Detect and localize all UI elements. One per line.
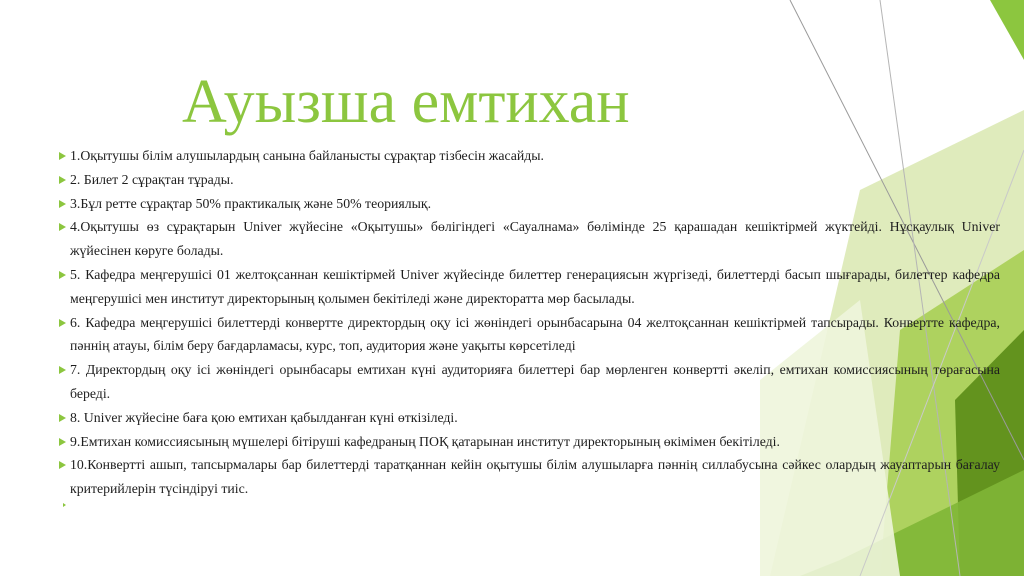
- triangle-bullet-icon: [59, 152, 66, 160]
- list-item-text: 5. Кафедра меңгерушісі 01 желтоқсаннан кешіктірмей Univer жүйесінде билеттер генерациясын жүргізеді, билеттерді басып шығарады, билеттер кафедра меңгерушісі мен институт директорының қолымен бекітіледі және директоратта мөр басылады.: [70, 266, 1000, 306]
- triangle-bullet-icon: [59, 319, 66, 327]
- list-item: [56, 192, 1000, 216]
- triangle-bullet-icon: [59, 366, 66, 374]
- triangle-bullet-icon: [59, 271, 66, 279]
- triangle-bullet-icon: [59, 414, 66, 422]
- triangle-bullet-icon: [59, 438, 66, 446]
- triangle-bullet-icon: [59, 223, 66, 231]
- list-item-text: 1.Оқытушы білім алушылардың санына байланысты сұрақтар тізбесін жасайды.: [70, 148, 544, 163]
- slide-content-list: [56, 144, 1000, 501]
- list-item-text: 9.Емтихан комиссиясының мүшелері бітіруші кафедраның ПОҚ қатарынан институт директорының өкімімен бекітіледі.: [70, 433, 780, 449]
- slide-title: Ауызша емтихан: [182, 68, 630, 136]
- list-item-text: 2. Билет 2 сұрақтан тұрады.: [70, 171, 234, 187]
- list-item-text: 7. Директордың оқу ісі жөніндегі орынбасары емтихан күні аудиторияға билеттері бар мөрленген конвертті әкеліп, емтихан комиссиясының төрағасына береді.: [70, 362, 1000, 401]
- triangle-bullet-icon: [59, 461, 66, 469]
- list-item: [56, 263, 1000, 311]
- list-item: [56, 168, 1000, 192]
- list-item-text: 3.Бұл ретте сұрақтар 50% практикалық және 50% теориялық.: [70, 195, 432, 211]
- triangle-bullet-icon: [59, 200, 66, 208]
- list-item: [56, 406, 1000, 430]
- list-item-text: 6. Кафедра меңгерушісі билеттерді конвертте директордың оқу ісі жөніндегі орынбасарына 04 желтоқсаннан кешіктірмей тапсырады. Конвертте кафедра, пәннің атауы, білім беру бағдарламасы, курс, топ, аудитория және уақыты көрсетіледі: [70, 314, 1000, 354]
- list-item: [56, 430, 1000, 454]
- list-item: [56, 311, 1000, 359]
- list-item-text: 8. Univer жүйесіне баға қою емтихан қабылданған күні өткізіледі.: [70, 409, 458, 425]
- list-item-text: 10.Конвертті ашып, тапсырмалары бар билеттерді таратқаннан кейін оқытушы білім алушыларға пәннің силлабусына сәйкес олардың жауаптарын бағалау критерийлерін түсіндіруі тиіс.: [70, 457, 1000, 497]
- triangle-bullet-icon: [59, 176, 66, 184]
- list-item-text: 4.Оқытушы өз сұрақтарын Univer жүйесіне «Оқытушы» бөлігіндегі «Сауалнама» бөлімінде 25 қарашадан кешіктірмей жүктейді. Нұсқаулық Univer жүйесінен көруге болады.: [70, 219, 1000, 259]
- facet-top-right: [990, 0, 1024, 60]
- list-item: [56, 358, 1000, 406]
- list-item: [56, 144, 1000, 168]
- list-item: [56, 215, 1000, 263]
- list-item: [56, 453, 1000, 501]
- empty-bullet-icon: [63, 503, 66, 507]
